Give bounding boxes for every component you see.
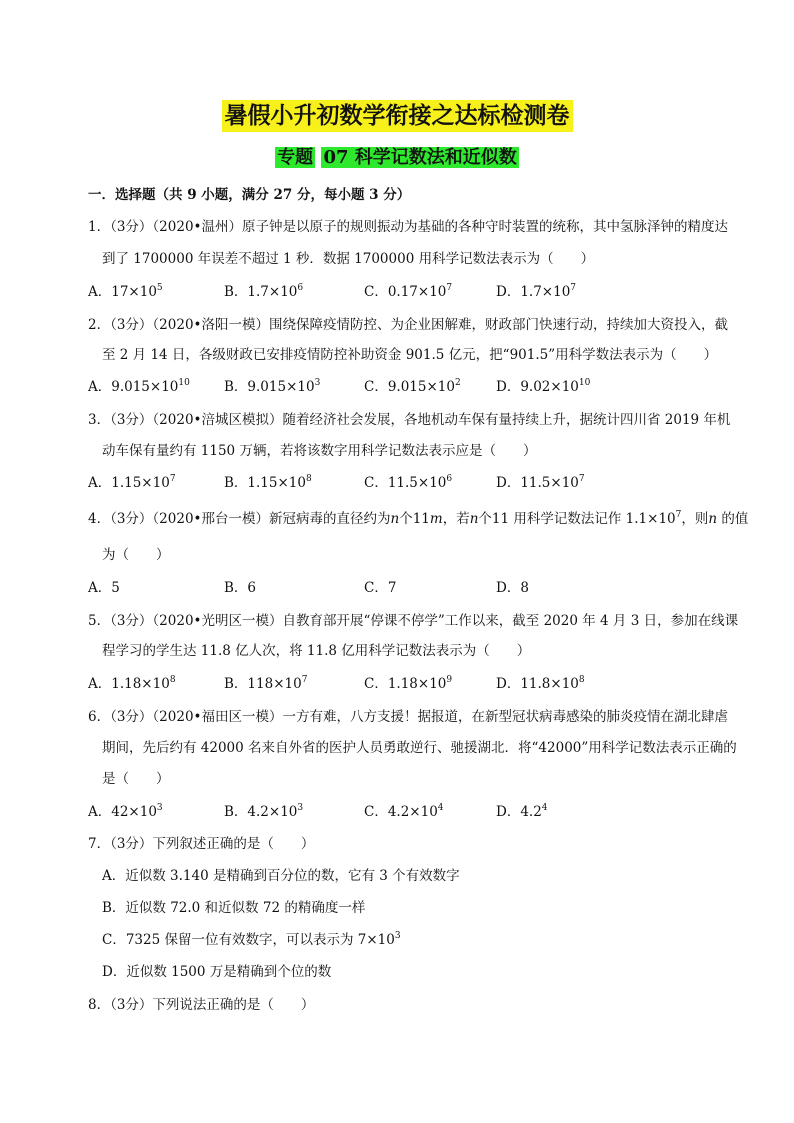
question-1-line-2: 到了 1700000 年误差不超过 1 秒．数据 1700000 用科学记数法表示为（ ）	[102, 251, 595, 267]
q4-option-a[interactable]: A．5	[88, 580, 120, 596]
question-3-cont	[88, 442, 728, 460]
q5-option-a[interactable]: A．$1.18\times 10^8$	[88, 675, 176, 692]
q2-option-d[interactable]: D．$9.02\times 10^{10}$	[496, 378, 591, 395]
question-5-line-1: 5．（3分）（2020•光明区一模）自教育部开展“停课不停学”工作以来，截至 2020 年 4 月 3 日，参加在线课	[88, 613, 739, 629]
question-6-line-2: 期间，先后约有 42000 名来自外省的医护人员勇敢逆行、驰援湖北．将“42000”用科学记数法表示正确的	[102, 740, 737, 756]
question-8	[88, 996, 728, 1014]
q3-option-d[interactable]: D．$11.5\times 10^7$	[496, 474, 585, 491]
page-subtitle	[275, 146, 519, 170]
q4-option-d[interactable]: D．8	[496, 580, 529, 596]
question-2	[88, 316, 728, 334]
question-4	[88, 510, 749, 528]
question-6-line-1: 6．（3分）（2020•福田区一模）一方有难，八方支援！据报道，在新型冠状病毒感染的肺炎疫情在湖北肆虐	[88, 709, 728, 725]
subtitle-prefix: 专题	[277, 147, 314, 168]
question-6-cont	[88, 739, 737, 757]
q5-option-b[interactable]: B．$118\times 10^7$	[224, 675, 308, 692]
subtitle-block	[0, 146, 794, 170]
question-8-line-1: 8．（3分）下列说法正确的是（ ）	[88, 997, 315, 1013]
question-4-line-1: 4．（3分）（2020•邢台一模）新冠病毒的直径约为n个11m，若n个11 用科学记数法记作 $1.1\times 10^7$，则n 的值	[88, 510, 749, 527]
question-7-line-1: 7．（3分）下列叙述正确的是（ ）	[88, 836, 315, 852]
question-6-line-3: 是（ ）	[102, 771, 170, 787]
q7-option-c[interactable]: C．7325 保留一位有效数字，可以表示为 $7\times 10^3$	[102, 931, 401, 948]
question-3	[88, 411, 731, 429]
q6-option-b[interactable]: B．$4.2\times 10^3$	[224, 803, 304, 820]
q6-option-c[interactable]: C．$4.2\times 10^4$	[364, 803, 444, 820]
q7-option-d[interactable]: D．近似数 1500 万是精确到个位的数	[102, 964, 332, 980]
question-1-cont	[88, 250, 728, 268]
question-5	[88, 612, 739, 630]
q6-option-d[interactable]: D．$4.2^4$	[496, 803, 548, 820]
q1-option-d[interactable]: D．$1.7\times 10^7$	[496, 283, 577, 300]
question-3-line-1: 3．（3分）（2020•涪城区模拟）随着经济社会发展，各地机动车保有量持续上升，据统计四川省 2019 年机	[88, 412, 731, 428]
q2-option-c[interactable]: C．$9.015\times 10^2$	[364, 378, 461, 395]
q3-option-b[interactable]: B．$1.15\times 10^8$	[224, 474, 312, 491]
q5-option-d[interactable]: D．$11.8\times 10^8$	[496, 675, 585, 692]
q4-option-b[interactable]: B．6	[224, 580, 257, 596]
q2-option-b[interactable]: B．$9.015\times 10^3$	[224, 378, 321, 395]
q1-option-a[interactable]: A．$17\times 10^5$	[88, 283, 163, 300]
question-5-cont	[88, 642, 728, 660]
q1-option-c[interactable]: C．$0.17\times 10^7$	[364, 283, 453, 300]
question-5-line-2: 程学习的学生达 11.8 亿人次，将 11.8 亿用科学记数法表示为（ ）	[102, 643, 531, 659]
q7-option-b[interactable]: B．近似数 72.0 和近似数 72 的精确度一样	[102, 900, 366, 916]
question-6-cont-2	[88, 770, 728, 788]
q5-option-c[interactable]: C．$1.18\times 10^9$	[364, 675, 453, 692]
q3-option-c[interactable]: C．$11.5\times 10^6$	[364, 474, 453, 491]
q6-option-a[interactable]: A．$42\times 10^3$	[88, 803, 163, 820]
question-1-line-1: 1．（3分）（2020•温州）原子钟是以原子的规则振动为基础的各种守时装置的统称，其中氢脉泽钟的精度达	[88, 219, 728, 235]
q1-option-b[interactable]: B．$1.7\times 10^6$	[224, 283, 304, 300]
title-block	[0, 100, 794, 132]
q7-option-a[interactable]: A．近似数 3.140 是精确到百分位的数，它有 3 个有效数字	[102, 868, 460, 884]
q2-option-a[interactable]: A．$9.015\times 10^{10}$	[88, 378, 190, 395]
question-4-cont	[88, 546, 728, 564]
question-2-line-2: 至 2 月 14 日，各级财政已安排疫情防控补助资金 901.5 亿元，把“901.5”用科学数法表示为（ ）	[102, 347, 718, 363]
page-title: 暑假小升初数学衔接之达标检测卷	[222, 100, 573, 132]
question-3-line-2: 动车保有量约有 1150 万辆，若将该数字用科学记数法表示应是（ ）	[102, 443, 537, 459]
question-4-line-2: 为（ ）	[102, 547, 170, 563]
subtitle-main: 07 科学记数法和近似数	[323, 147, 517, 168]
question-6	[88, 708, 728, 726]
q3-option-a[interactable]: A．$1.15\times 10^7$	[88, 474, 176, 491]
question-7	[88, 835, 728, 853]
question-2-line-1: 2．（3分）（2020•洛阳一模）围绕保障疫情防控、为企业困解难，财政部门快速行动，持续加大资投入，截	[88, 317, 728, 333]
question-2-cont	[88, 346, 728, 364]
q4-option-c[interactable]: C．7	[364, 580, 397, 596]
question-1	[88, 218, 728, 236]
section-heading: 一．选择题（共 9 小题，满分 27 分，每小题 3 分）	[88, 187, 411, 203]
